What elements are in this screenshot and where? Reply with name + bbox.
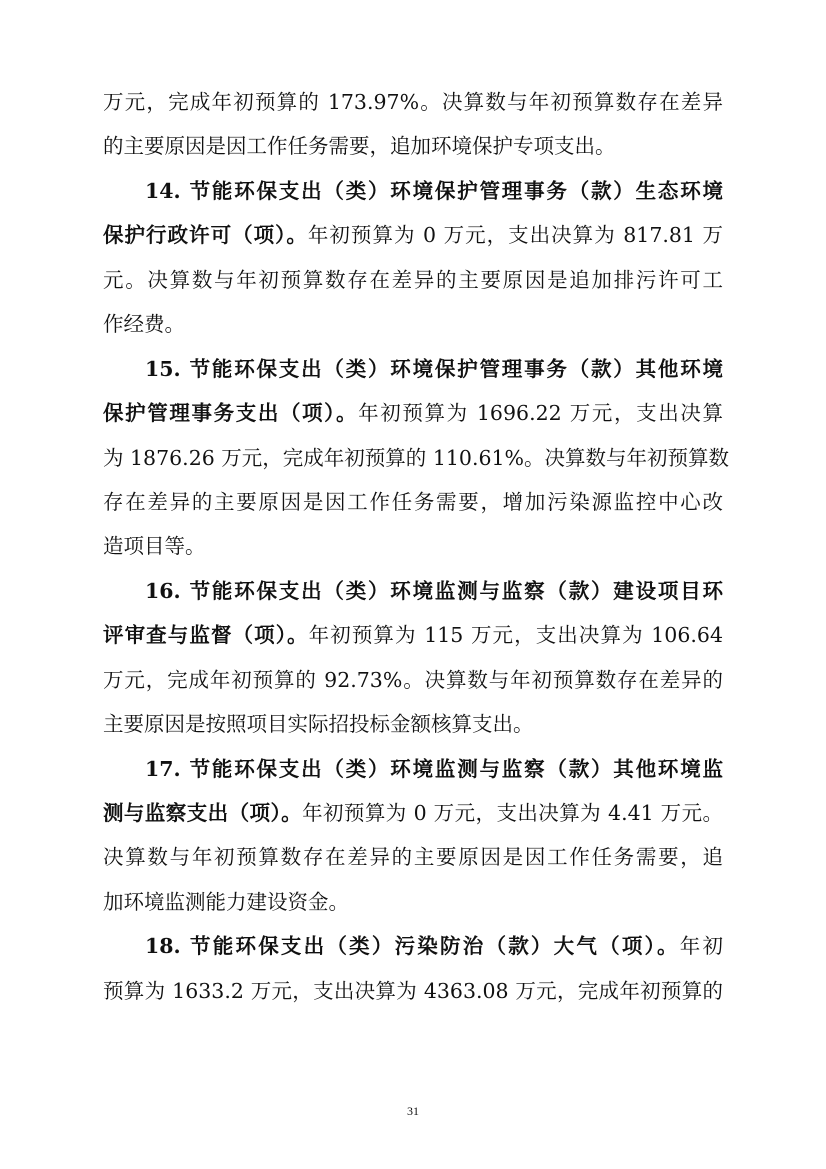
item-heading: 16. 节能环保支出（类）环境监测与监察（款）建设项目环 [145,578,723,603]
text-line [103,169,723,213]
item-heading: 14. 节能环保支出（类）环境保护管理事务（款）生态环境 [145,178,723,203]
body-text: 年初 [679,934,723,959]
text-line [103,747,723,791]
text-line [103,880,723,924]
item-heading: 18. 节能环保支出（类）污染防治（款）大气（项）。 [145,934,680,959]
body-text: 年初预算为 0 万元，支出决算为 4.41 万元。 [302,801,723,825]
body-text: 年初预算为 1696.22 万元，支出决算 [358,401,724,426]
body-text: 主要原因是按照项目实际招投标金额核算支出。 [103,712,534,737]
text-line [103,480,723,524]
text-line [103,80,723,124]
body-text: 万元，完成年初预算的 92.73%。决算数与年初预算数存在差异的 [103,667,723,692]
body-text: 元。决算数与年初预算数存在差异的主要原因是追加排污许可工 [103,267,723,292]
item-heading: 15. 节能环保支出（类）环境保护管理事务（款）其他环境 [145,356,723,381]
text-line [103,347,723,391]
item-heading: 评审查与监督（项）。 [103,623,309,648]
text-line [103,124,723,168]
body-text: 的主要原因是因工作任务需要，追加环境保护专项支出。 [103,134,616,159]
text-line [103,702,723,746]
body-text: 作经费。 [103,312,185,337]
body-text: 万元，完成年初预算的 173.97%。决算数与年初预算数存在差异 [103,90,723,114]
text-line [103,658,723,702]
item-heading: 17. 节能环保支出（类）环境监测与监察（款）其他环境监 [145,756,723,781]
text-line [103,213,723,257]
text-line [103,569,723,613]
text-line [103,924,723,968]
text-line [103,258,723,302]
text-line [103,791,723,835]
text-line [103,524,723,568]
item-heading: 保护管理事务支出（项）。 [103,401,359,426]
item-heading: 测与监察支出（项）。 [103,801,303,825]
body-text: 年初预算为 0 万元，支出决算为 817.81 万 [307,223,723,248]
body-text: 存在差异的主要原因是因工作任务需要，增加污染源监控中心改 [103,489,723,514]
document-body [103,80,730,1013]
text-line [103,302,723,346]
body-text: 预算为 1633.2 万元，支出决算为 4363.08 万元，完成年初预算的 [103,978,723,1003]
text-line [103,613,723,657]
text-line [103,835,723,879]
item-heading: 保护行政许可（项）。 [103,223,308,248]
body-text: 加环境监测能力建设资金。 [103,889,349,914]
text-line [103,969,723,1013]
page-number: 31 [407,1104,419,1118]
text-line [103,436,730,480]
body-text: 决算数与年初预算数存在差异的主要原因是因工作任务需要，追 [103,845,723,870]
text-line [103,391,723,435]
body-text: 为 1876.26 万元，完成年初预算的 110.61%。决算数与年初预算数 [103,445,730,470]
body-text: 年初预算为 115 万元，支出决算为 106.64 [308,623,723,648]
body-text: 造项目等。 [103,534,206,559]
